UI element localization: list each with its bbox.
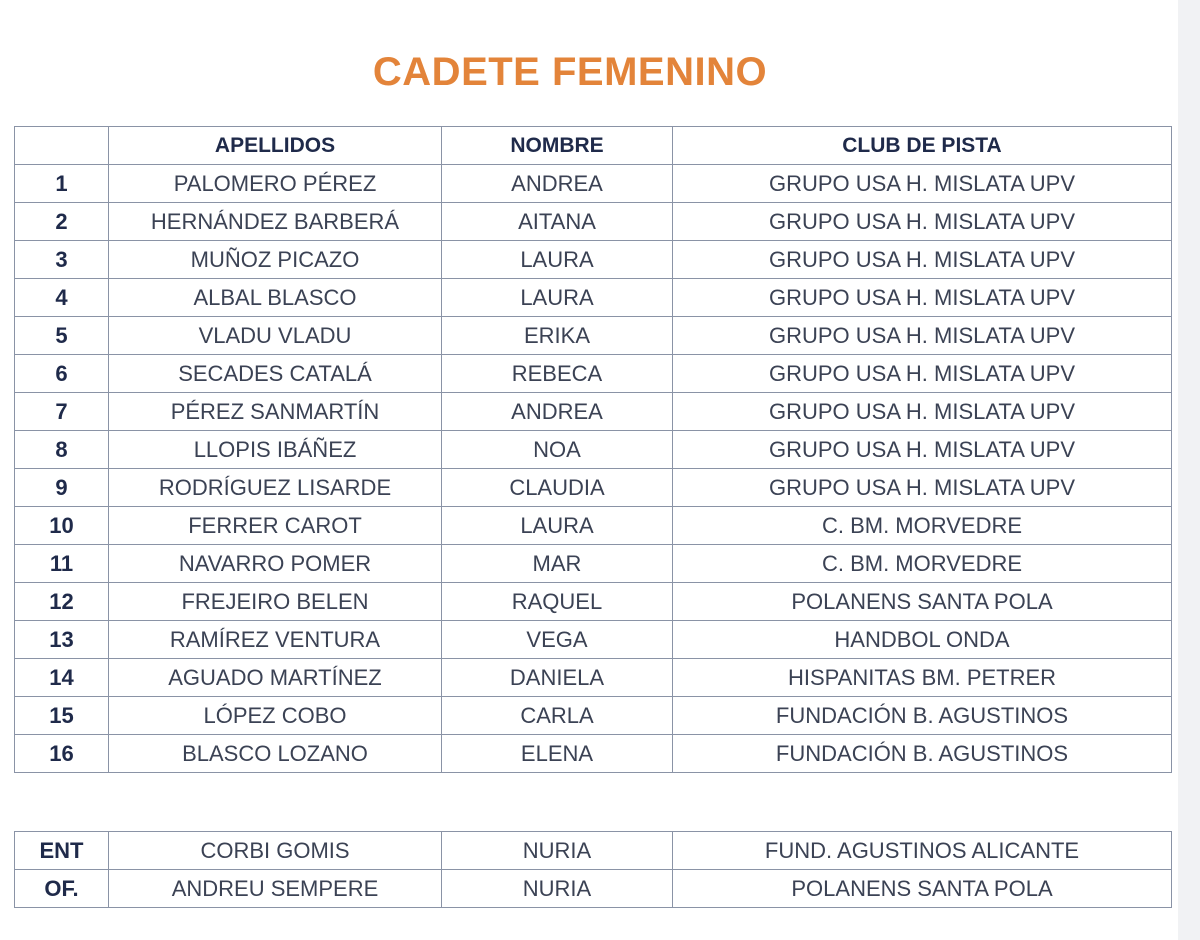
cell-nombre: MAR [442, 545, 673, 583]
table-row [15, 355, 1172, 393]
table-row [15, 507, 1172, 545]
row-number: 13 [15, 621, 109, 659]
cell-apellidos: RAMÍREZ VENTURA [109, 621, 442, 659]
staff-table-body [15, 832, 1172, 908]
table-row [15, 583, 1172, 621]
row-number: 1 [15, 165, 109, 203]
table-row [15, 279, 1172, 317]
cell-club: GRUPO USA H. MISLATA UPV [673, 469, 1172, 507]
cell-nombre: ERIKA [442, 317, 673, 355]
cell-apellidos: RODRÍGUEZ LISARDE [109, 469, 442, 507]
cell-nombre: ANDREA [442, 165, 673, 203]
cell-nombre: LAURA [442, 279, 673, 317]
table-row [15, 241, 1172, 279]
row-number: 11 [15, 545, 109, 583]
cell-nombre: DANIELA [442, 659, 673, 697]
cell-club: GRUPO USA H. MISLATA UPV [673, 165, 1172, 203]
row-number: 7 [15, 393, 109, 431]
table-row [15, 659, 1172, 697]
cell-club: GRUPO USA H. MISLATA UPV [673, 279, 1172, 317]
table-row [15, 431, 1172, 469]
cell-nombre: AITANA [442, 203, 673, 241]
cell-club: GRUPO USA H. MISLATA UPV [673, 431, 1172, 469]
players-table-body [15, 165, 1172, 773]
cell-apellidos: PALOMERO PÉREZ [109, 165, 442, 203]
table-row [15, 697, 1172, 735]
cell-club: GRUPO USA H. MISLATA UPV [673, 241, 1172, 279]
table-row [15, 317, 1172, 355]
cell-nombre: CARLA [442, 697, 673, 735]
cell-apellidos: BLASCO LOZANO [109, 735, 442, 773]
cell-apellidos: PÉREZ SANMARTÍN [109, 393, 442, 431]
row-number: 5 [15, 317, 109, 355]
table-row [15, 870, 1172, 908]
cell-apellidos: LÓPEZ COBO [109, 697, 442, 735]
row-number: 9 [15, 469, 109, 507]
cell-apellidos: VLADU VLADU [109, 317, 442, 355]
table-row [15, 621, 1172, 659]
header-nombre: NOMBRE [442, 127, 673, 165]
cell-nombre: RAQUEL [442, 583, 673, 621]
header-apellidos: APELLIDOS [109, 127, 442, 165]
row-number: 2 [15, 203, 109, 241]
cell-apellidos: MUÑOZ PICAZO [109, 241, 442, 279]
header-number [15, 127, 109, 165]
cell-apellidos: HERNÁNDEZ BARBERÁ [109, 203, 442, 241]
cell-apellidos: SECADES CATALÁ [109, 355, 442, 393]
cell-nombre: NURIA [442, 832, 673, 870]
table-header-row [15, 127, 1172, 165]
row-number: 8 [15, 431, 109, 469]
cell-apellidos: FREJEIRO BELEN [109, 583, 442, 621]
cell-club: GRUPO USA H. MISLATA UPV [673, 317, 1172, 355]
table-row [15, 832, 1172, 870]
cell-club: FUND. AGUSTINOS ALICANTE [673, 832, 1172, 870]
table-row [15, 203, 1172, 241]
cell-club: POLANENS SANTA POLA [673, 583, 1172, 621]
cell-club: HANDBOL ONDA [673, 621, 1172, 659]
cell-nombre: REBECA [442, 355, 673, 393]
table-row [15, 469, 1172, 507]
cell-nombre: LAURA [442, 507, 673, 545]
table-row [15, 393, 1172, 431]
row-number: 6 [15, 355, 109, 393]
cell-apellidos: AGUADO MARTÍNEZ [109, 659, 442, 697]
cell-nombre: ANDREA [442, 393, 673, 431]
row-number: OF. [15, 870, 109, 908]
cell-club: C. BM. MORVEDRE [673, 545, 1172, 583]
cell-apellidos: CORBI GOMIS [109, 832, 442, 870]
cell-nombre: NOA [442, 431, 673, 469]
table-row [15, 735, 1172, 773]
cell-club: POLANENS SANTA POLA [673, 870, 1172, 908]
cell-apellidos: ANDREU SEMPERE [109, 870, 442, 908]
row-number: 16 [15, 735, 109, 773]
cell-apellidos: FERRER CAROT [109, 507, 442, 545]
row-number: 3 [15, 241, 109, 279]
cell-nombre: LAURA [442, 241, 673, 279]
cell-nombre: VEGA [442, 621, 673, 659]
table-row [15, 545, 1172, 583]
table-row [15, 165, 1172, 203]
cell-apellidos: LLOPIS IBÁÑEZ [109, 431, 442, 469]
cell-apellidos: NAVARRO POMER [109, 545, 442, 583]
cell-club: GRUPO USA H. MISLATA UPV [673, 203, 1172, 241]
staff-table [14, 831, 1172, 908]
cell-club: FUNDACIÓN B. AGUSTINOS [673, 697, 1172, 735]
row-number: 4 [15, 279, 109, 317]
row-number: 10 [15, 507, 109, 545]
cell-club: GRUPO USA H. MISLATA UPV [673, 355, 1172, 393]
cell-nombre: NURIA [442, 870, 673, 908]
cell-club: GRUPO USA H. MISLATA UPV [673, 393, 1172, 431]
row-number: 14 [15, 659, 109, 697]
cell-nombre: ELENA [442, 735, 673, 773]
page-title: CADETE FEMENINO [372, 50, 768, 94]
page-margin-strip [1178, 0, 1200, 940]
row-number: 12 [15, 583, 109, 621]
players-table [14, 126, 1172, 773]
cell-club: HISPANITAS BM. PETRER [673, 659, 1172, 697]
cell-nombre: CLAUDIA [442, 469, 673, 507]
header-club: CLUB DE PISTA [673, 127, 1172, 165]
cell-club: C. BM. MORVEDRE [673, 507, 1172, 545]
row-number: ENT [15, 832, 109, 870]
row-number: 15 [15, 697, 109, 735]
cell-club: FUNDACIÓN B. AGUSTINOS [673, 735, 1172, 773]
cell-apellidos: ALBAL BLASCO [109, 279, 442, 317]
